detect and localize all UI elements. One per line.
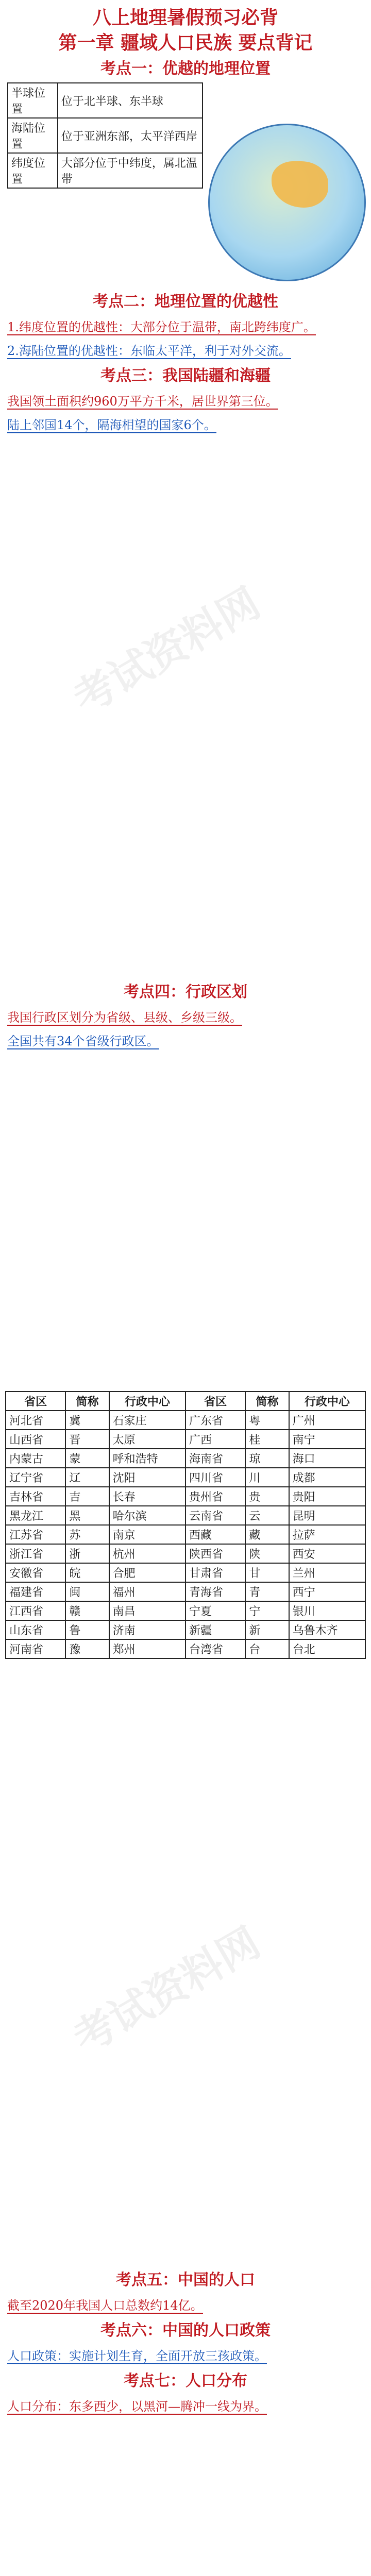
chapter-title: 第一章 疆域人口民族 要点背记	[58, 32, 313, 54]
table-cell: 福州	[109, 1582, 185, 1601]
text-line: 人口分布：东多西少，以黑河—腾冲一线为界。	[7, 2399, 267, 2414]
table-cell: 甘	[245, 1563, 289, 1582]
table-cell: 浙	[65, 1544, 109, 1563]
table-cell: 山西省	[6, 1430, 65, 1449]
table-cell: 哈尔滨	[109, 1506, 185, 1525]
table-cell: 辽	[65, 1468, 109, 1487]
table-row	[6, 1487, 365, 1506]
table-cell: 内蒙古	[6, 1449, 65, 1468]
table-cell: 吉	[65, 1487, 109, 1506]
china-map-shape	[272, 161, 328, 208]
table-cell: 广西	[185, 1430, 245, 1449]
table-cell: 苏	[65, 1525, 109, 1544]
table-cell: 粤	[245, 1411, 289, 1430]
table-cell: 沈阳	[109, 1468, 185, 1487]
table-header-row	[6, 1392, 365, 1411]
table-cell: 位于北半球、东半球	[58, 83, 203, 118]
table-cell: 台湾省	[185, 1639, 245, 1658]
main-title: 八上地理暑假预习必背	[92, 7, 278, 28]
table-cell: 黑龙江	[6, 1506, 65, 1525]
table-cell: 昆明	[289, 1506, 365, 1525]
table-cell: 云	[245, 1506, 289, 1525]
table-row	[8, 118, 203, 153]
table-cell: 位于亚洲东部，太平洋西岸	[58, 118, 203, 153]
table-row	[6, 1411, 365, 1430]
table-cell: 南昌	[109, 1601, 185, 1620]
table-cell: 半球位置	[8, 83, 58, 118]
table-cell: 呼和浩特	[109, 1449, 185, 1468]
table-row	[6, 1639, 365, 1658]
table-cell: 海口	[289, 1449, 365, 1468]
section-title: 考点四：行政区划	[124, 983, 247, 1001]
globe-map-icon	[208, 124, 366, 281]
header-cell: 省区	[6, 1392, 65, 1411]
table-cell: 新	[245, 1620, 289, 1639]
table-cell: 青	[245, 1582, 289, 1601]
header-cell: 简称	[245, 1392, 289, 1411]
section-title: 考点七：人口分布	[124, 2372, 247, 2390]
table-row	[6, 1563, 365, 1582]
table-cell: 安徽省	[6, 1563, 65, 1582]
table-cell: 青海省	[185, 1582, 245, 1601]
table-row	[8, 83, 203, 118]
table-cell: 广东省	[185, 1411, 245, 1430]
table-row	[6, 1582, 365, 1601]
header-cell: 行政中心	[289, 1392, 365, 1411]
position-table	[7, 82, 203, 189]
table-cell: 黑	[65, 1506, 109, 1525]
table-cell: 广州	[289, 1411, 365, 1430]
table-cell: 陕西省	[185, 1544, 245, 1563]
table-cell: 新疆	[185, 1620, 245, 1639]
table-cell: 南宁	[289, 1430, 365, 1449]
table-row	[6, 1525, 365, 1544]
table-cell: 贵阳	[289, 1487, 365, 1506]
table-cell: 琼	[245, 1449, 289, 1468]
table-cell: 海陆位置	[8, 118, 58, 153]
table-row	[8, 153, 203, 188]
table-cell: 拉萨	[289, 1525, 365, 1544]
table-cell: 西宁	[289, 1582, 365, 1601]
text-line: 全国共有34个省级行政区。	[7, 1034, 159, 1048]
table-cell: 河南省	[6, 1639, 65, 1658]
table-cell: 西藏	[185, 1525, 245, 1544]
table-cell: 冀	[65, 1411, 109, 1430]
table-cell: 南京	[109, 1525, 185, 1544]
table-cell: 合肥	[109, 1563, 185, 1582]
table-cell: 江苏省	[6, 1525, 65, 1544]
table-cell: 陕	[245, 1544, 289, 1563]
table-cell: 贵州省	[185, 1487, 245, 1506]
table-cell: 西安	[289, 1544, 365, 1563]
table-cell: 宁夏	[185, 1601, 245, 1620]
table-cell: 太原	[109, 1430, 185, 1449]
header-cell: 行政中心	[109, 1392, 185, 1411]
table-row	[6, 1468, 365, 1487]
section-title: 考点二：地理位置的优越性	[93, 293, 278, 311]
table-cell: 纬度位置	[8, 153, 58, 188]
table-cell: 藏	[245, 1525, 289, 1544]
table-cell: 江西省	[6, 1601, 65, 1620]
table-cell: 皖	[65, 1563, 109, 1582]
header-cell: 简称	[65, 1392, 109, 1411]
watermark-logo: 考试资料网	[65, 578, 268, 723]
table-cell: 辽宁省	[6, 1468, 65, 1487]
section-title: 考点三：我国陆疆和海疆	[100, 367, 271, 385]
table-cell: 赣	[65, 1601, 109, 1620]
table-cell: 台北	[289, 1639, 365, 1658]
text-line: 人口政策：实施计划生育，全面开放三孩政策。	[7, 2349, 267, 2363]
table-cell: 台	[245, 1639, 289, 1658]
table-cell: 河北省	[6, 1411, 65, 1430]
table-cell: 海南省	[185, 1449, 245, 1468]
table-cell: 贵	[245, 1487, 289, 1506]
table-cell: 长春	[109, 1487, 185, 1506]
text-line: 我国领土面积约960万平方千米，居世界第三位。	[7, 394, 278, 409]
table-cell: 浙江省	[6, 1544, 65, 1563]
table-cell: 山东省	[6, 1620, 65, 1639]
table-cell: 银川	[289, 1601, 365, 1620]
table-cell: 济南	[109, 1620, 185, 1639]
table-cell: 甘肃省	[185, 1563, 245, 1582]
text-line: 截至2020年我国人口总数约14亿。	[7, 2298, 203, 2313]
table-cell: 蒙	[65, 1449, 109, 1468]
table-cell: 郑州	[109, 1639, 185, 1658]
text-line: 2.海陆位置的优越性：东临太平洋，利于对外交流。	[7, 344, 291, 358]
table-cell: 闽	[65, 1582, 109, 1601]
text-line: 陆上邻国14个，隔海相望的国家6个。	[7, 418, 216, 432]
table-cell: 大部分位于中纬度，属北温带	[58, 153, 203, 188]
table-row	[6, 1430, 365, 1449]
table-cell: 吉林省	[6, 1487, 65, 1506]
section-title: 考点五：中国的人口	[116, 2271, 255, 2289]
table-row	[6, 1620, 365, 1639]
table-cell: 晋	[65, 1430, 109, 1449]
table-cell: 桂	[245, 1430, 289, 1449]
watermark-logo: 考试资料网	[65, 1918, 268, 2063]
table-cell: 杭州	[109, 1544, 185, 1563]
table-row	[6, 1449, 365, 1468]
table-row	[6, 1544, 365, 1563]
table-cell: 福建省	[6, 1582, 65, 1601]
table-cell: 成都	[289, 1468, 365, 1487]
header-cell: 省区	[185, 1392, 245, 1411]
province-table	[5, 1391, 366, 1659]
table-row	[6, 1506, 365, 1525]
table-cell: 乌鲁木齐	[289, 1620, 365, 1639]
table-cell: 川	[245, 1468, 289, 1487]
table-cell: 鲁	[65, 1620, 109, 1639]
text-line: 我国行政区划分为省级、县级、乡级三级。	[7, 1010, 242, 1025]
table-cell: 兰州	[289, 1563, 365, 1582]
table-row	[6, 1601, 365, 1620]
table-cell: 宁	[245, 1601, 289, 1620]
table-cell: 云南省	[185, 1506, 245, 1525]
table-cell: 四川省	[185, 1468, 245, 1487]
section-title: 考点一：优越的地理位置	[100, 60, 271, 78]
table-cell: 石家庄	[109, 1411, 185, 1430]
table-cell: 豫	[65, 1639, 109, 1658]
text-line: 1.纬度位置的优越性：大部分位于温带，南北跨纬度广。	[7, 320, 316, 334]
section-title: 考点六：中国的人口政策	[100, 2321, 271, 2340]
